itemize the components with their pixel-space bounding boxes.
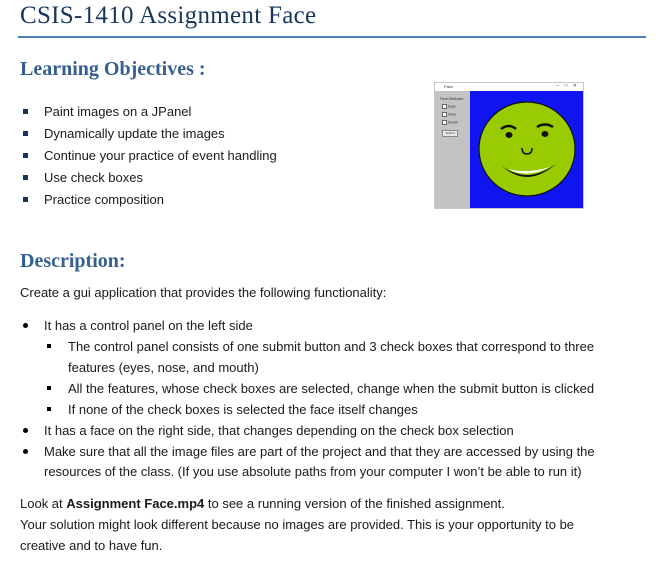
list-item xyxy=(20,191,277,213)
description-list xyxy=(20,316,640,483)
square-bullet-icon xyxy=(47,344,51,348)
objective-text: Dynamically update the images xyxy=(44,126,225,141)
right-eye xyxy=(542,131,549,137)
objective-text: Practice composition xyxy=(44,192,164,207)
list-item xyxy=(20,147,277,169)
window-title: Face xyxy=(444,84,453,89)
list-item xyxy=(20,316,640,420)
list-item xyxy=(20,125,277,147)
objective-text: Continue your practice of event handling xyxy=(44,148,277,163)
round-bullet-icon xyxy=(23,323,28,328)
eyes-checkbox: Eyes xyxy=(442,104,456,109)
sub-list-item xyxy=(44,399,640,420)
list-item xyxy=(20,421,640,441)
square-bullet-icon xyxy=(23,109,28,114)
square-bullet-icon xyxy=(47,407,51,411)
objective-text: Use check boxes xyxy=(44,170,143,185)
nose-checkbox: Nose xyxy=(442,112,456,117)
sub-list-item xyxy=(44,336,640,378)
look-at-suffix: to see a running version of the finished assignment. xyxy=(204,496,505,511)
sub-item-text: The control panel consists of one submit button and 3 check boxes that correspond to three features (eyes, nose, and mouth) xyxy=(68,339,595,375)
closing-paragraph: Your solution might look different because no images are provided. This is your opportunity to be creative and to have fun. xyxy=(20,517,575,553)
control-panel xyxy=(435,91,470,208)
sub-list-item xyxy=(44,378,640,399)
description-heading: Description: xyxy=(20,250,126,272)
square-bullet-icon xyxy=(23,197,28,202)
mouth-checkbox: Mouth xyxy=(442,120,458,125)
smiley-face-icon xyxy=(470,91,583,208)
sub-list xyxy=(44,336,640,420)
list-item xyxy=(20,442,640,482)
look-at-prefix: Look at xyxy=(20,496,67,511)
square-bullet-icon xyxy=(23,131,28,136)
app-screenshot xyxy=(434,82,584,209)
video-file-name: Assignment Face.mp4 xyxy=(66,496,205,511)
description-item-text: It has a control panel on the left side xyxy=(44,318,253,333)
sub-item-text: If none of the check boxes is selected the face itself changes xyxy=(68,402,418,417)
square-bullet-icon xyxy=(23,175,28,180)
description-item-text: It has a face on the right side, that changes depending on the check box selection xyxy=(44,423,514,438)
face-panel xyxy=(470,91,583,208)
square-bullet-icon xyxy=(47,386,51,390)
description-intro: Create a gui application that provides the following functionality: xyxy=(20,285,387,300)
square-bullet-icon xyxy=(23,153,28,158)
round-bullet-icon xyxy=(23,449,28,454)
look-at-line xyxy=(20,494,505,514)
list-item xyxy=(20,169,277,191)
title-rule xyxy=(18,36,646,38)
round-bullet-icon xyxy=(23,428,28,433)
panel-caption: Face Attributes xyxy=(440,97,464,101)
window-controls: – □ ✕ xyxy=(556,83,579,89)
description-item-text: Make sure that all the image files are part of the project and that they are accessed by using the resources of the class. (If you use absolute paths from your computer I won’t be able to run it) xyxy=(44,444,595,479)
objectives-list xyxy=(20,103,277,213)
learning-objectives-heading: Learning Objectives : xyxy=(20,58,206,80)
left-eye xyxy=(506,132,513,138)
list-item xyxy=(20,103,277,125)
sub-item-text: All the features, whose check boxes are selected, change when the submit button is clicked xyxy=(68,381,595,396)
objective-text: Paint images on a JPanel xyxy=(44,104,192,119)
document-title: CSIS-1410 Assignment Face xyxy=(20,2,317,29)
face-circle xyxy=(479,102,575,196)
submit-button: Submit xyxy=(442,130,458,137)
